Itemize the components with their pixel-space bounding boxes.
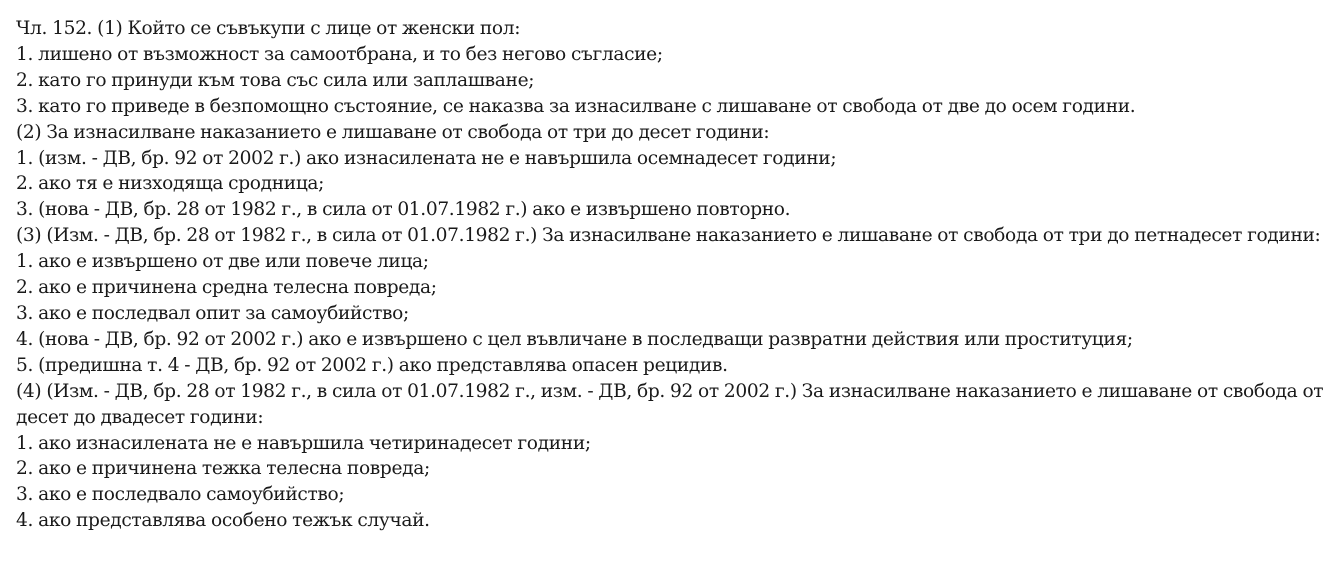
paragraph-3-heading: (3) (Изм. - ДВ, бр. 28 от 1982 г., в сила от 01.07.1982 г.) За изнасилване наказанието е лишаване от свобода от три до петнадесет години: — [16, 225, 1321, 247]
paragraph-3-item-2: 2. ако е причинена средна телесна повреда; — [16, 277, 437, 299]
paragraph-4-item-2: 2. ако е причинена тежка телесна повреда; — [16, 458, 430, 480]
paragraph-1-item-3: 3. като го приведе в безпомощно състояние, се наказва за изнасилване с лишаване от свобода от две до осем години. — [16, 95, 1136, 117]
paragraph-4-item-3: 3. ако е последвало самоубийство; — [16, 484, 345, 506]
paragraph-2-item-2: 2. ако тя е низходяща сродница; — [16, 173, 325, 195]
paragraph-1-item-2: 2. като го принуди към това със сила или заплашване; — [16, 69, 535, 91]
paragraph-2-item-3: 3. (нова - ДВ, бр. 28 от 1982 г., в сила от 01.07.1982 г.) ако е извършено повторно. — [16, 199, 791, 221]
paragraph-1-item-1: 1. лишено от възможност за самоотбрана, и то без негово съгласие; — [16, 43, 663, 65]
paragraph-4-item-1: 1. ако изнасилената не е навършила четиринадесет години; — [16, 432, 591, 454]
paragraph-3-item-3: 3. ако е последвал опит за самоубийство; — [16, 302, 409, 324]
paragraph-4-item-4: 4. ако представлява особено тежък случай. — [16, 510, 430, 532]
article-heading: Чл. 152. (1) Който се съвъкупи с лице от женски пол: — [16, 18, 521, 39]
paragraph-3-item-1: 1. ако е извършено от две или повече лица; — [16, 251, 429, 273]
paragraph-3-item-4: 4. (нова - ДВ, бр. 92 от 2002 г.) ако е извършено с цел въвличане в последващи развратни действия или проституция; — [16, 328, 1133, 350]
law-article-text — [16, 16, 1332, 534]
paragraph-2-item-1: 1. (изм. - ДВ, бр. 92 от 2002 г.) ако изнасилената не е навършила осемнадесет години; — [16, 147, 837, 169]
paragraph-2-heading: (2) За изнасилване наказанието е лишаване от свобода от три до десет години: — [16, 121, 770, 143]
paragraph-3-item-5: 5. (предишна т. 4 - ДВ, бр. 92 от 2002 г.) ако представлява опасен рецидив. — [16, 354, 728, 376]
paragraph-4-heading: (4) (Изм. - ДВ, бр. 28 от 1982 г., в сила от 01.07.1982 г., изм. - ДВ, бр. 92 от 2002 г.) За изнасилване наказанието е лишаване от свобода от десет до двадесет години: — [16, 380, 1324, 428]
